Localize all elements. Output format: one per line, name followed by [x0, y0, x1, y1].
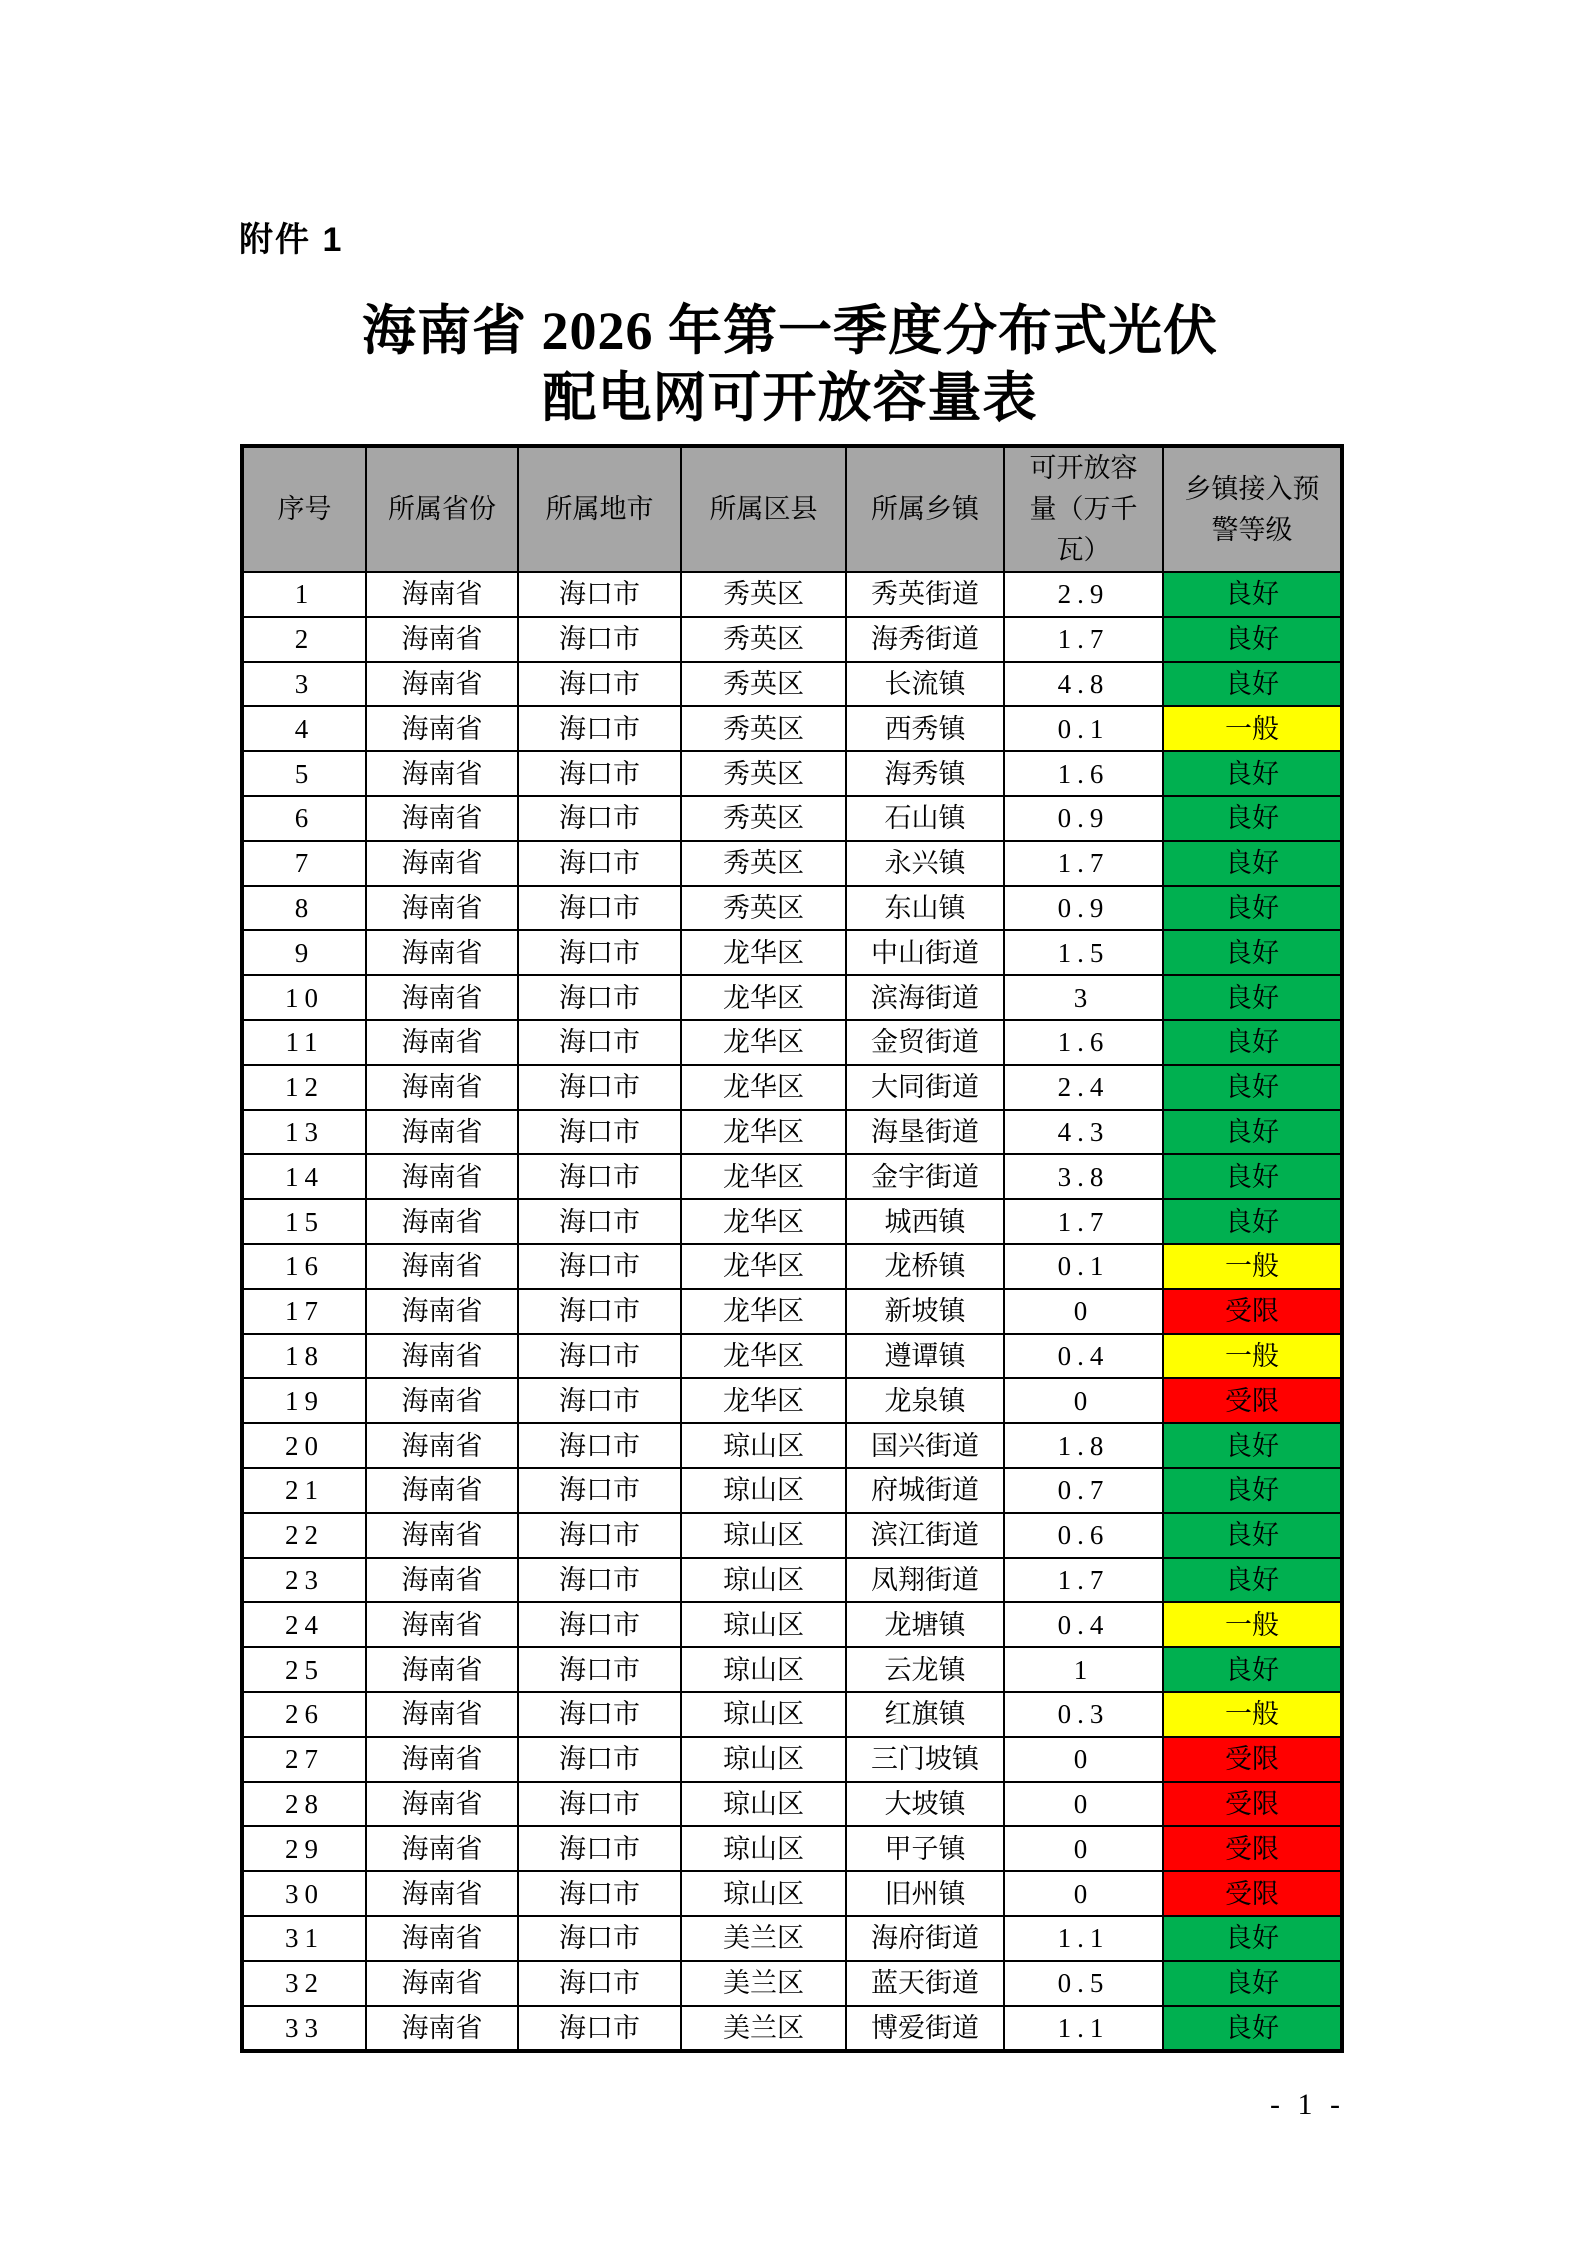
cell-seq: 16: [242, 1244, 366, 1289]
cell-district: 秀英区: [681, 572, 846, 617]
cell-seq: 18: [242, 1334, 366, 1379]
cell-city: 海口市: [518, 1244, 681, 1289]
cell-township: 金贸街道: [846, 1020, 1004, 1065]
table-row: [242, 1110, 1342, 1155]
cell-district: 琼山区: [681, 1871, 846, 1916]
cell-status: 良好: [1163, 1513, 1342, 1558]
cell-capacity: 1.6: [1004, 1020, 1163, 1065]
cell-province: 海南省: [366, 930, 518, 975]
cell-province: 海南省: [366, 1782, 518, 1827]
cell-capacity: 0: [1004, 1871, 1163, 1916]
cell-township: 旧州镇: [846, 1871, 1004, 1916]
cell-status: 良好: [1163, 841, 1342, 886]
cell-district: 秀英区: [681, 886, 846, 931]
cell-capacity: 1.1: [1004, 1916, 1163, 1961]
cell-seq: 19: [242, 1378, 366, 1423]
cell-capacity: 0.4: [1004, 1334, 1163, 1379]
cell-province: 海南省: [366, 1647, 518, 1692]
capacity-table: [240, 444, 1344, 2053]
cell-seq: 28: [242, 1782, 366, 1827]
cell-city: 海口市: [518, 1602, 681, 1647]
cell-capacity: 1.1: [1004, 2006, 1163, 2052]
cell-township: 凤翔街道: [846, 1558, 1004, 1603]
cell-city: 海口市: [518, 1423, 681, 1468]
cell-capacity: 0.1: [1004, 1244, 1163, 1289]
cell-district: 龙华区: [681, 1065, 846, 1110]
cell-seq: 13: [242, 1110, 366, 1155]
table-row: [242, 1513, 1342, 1558]
cell-district: 秀英区: [681, 751, 846, 796]
cell-city: 海口市: [518, 1826, 681, 1871]
table-header-row: [242, 446, 1342, 572]
table-row: [242, 1423, 1342, 1468]
cell-district: 龙华区: [681, 1289, 846, 1334]
cell-city: 海口市: [518, 886, 681, 931]
cell-seq: 2: [242, 617, 366, 662]
cell-status: 良好: [1163, 1154, 1342, 1199]
cell-district: 龙华区: [681, 1020, 846, 1065]
cell-status: 良好: [1163, 1647, 1342, 1692]
cell-province: 海南省: [366, 1961, 518, 2006]
cell-seq: 24: [242, 1602, 366, 1647]
cell-status: 一般: [1163, 1244, 1342, 1289]
table-row: [242, 1602, 1342, 1647]
cell-province: 海南省: [366, 1871, 518, 1916]
cell-district: 美兰区: [681, 1961, 846, 2006]
table-row: [242, 1647, 1342, 1692]
cell-province: 海南省: [366, 1826, 518, 1871]
cell-capacity: 0: [1004, 1826, 1163, 1871]
cell-capacity: 4.8: [1004, 662, 1163, 707]
cell-province: 海南省: [366, 1692, 518, 1737]
cell-township: 府城街道: [846, 1468, 1004, 1513]
cell-seq: 23: [242, 1558, 366, 1603]
cell-status: 良好: [1163, 796, 1342, 841]
cell-status: 良好: [1163, 572, 1342, 617]
cell-city: 海口市: [518, 1692, 681, 1737]
table-body: [242, 572, 1342, 2051]
cell-status: 良好: [1163, 1020, 1342, 1065]
cell-seq: 10: [242, 975, 366, 1020]
cell-capacity: 0.6: [1004, 1513, 1163, 1558]
header-province: 所属省份: [366, 446, 518, 572]
cell-province: 海南省: [366, 617, 518, 662]
cell-capacity: 0.7: [1004, 1468, 1163, 1513]
cell-capacity: 0.9: [1004, 886, 1163, 931]
table-row: [242, 1378, 1342, 1423]
cell-township: 秀英街道: [846, 572, 1004, 617]
cell-district: 龙华区: [681, 975, 846, 1020]
cell-capacity: 0: [1004, 1782, 1163, 1827]
cell-seq: 12: [242, 1065, 366, 1110]
cell-status: 一般: [1163, 1602, 1342, 1647]
cell-district: 秀英区: [681, 796, 846, 841]
cell-capacity: 1.8: [1004, 1423, 1163, 1468]
cell-township: 西秀镇: [846, 706, 1004, 751]
cell-capacity: 1.7: [1004, 617, 1163, 662]
header-warning-level: 乡镇接入预警等级: [1163, 446, 1342, 572]
cell-city: 海口市: [518, 662, 681, 707]
cell-district: 琼山区: [681, 1737, 846, 1782]
cell-township: 云龙镇: [846, 1647, 1004, 1692]
cell-capacity: 0: [1004, 1378, 1163, 1423]
attachment-label: 附件 1: [239, 221, 344, 259]
cell-capacity: 0: [1004, 1289, 1163, 1334]
cell-seq: 20: [242, 1423, 366, 1468]
table-row: [242, 1468, 1342, 1513]
cell-capacity: 1.7: [1004, 1199, 1163, 1244]
cell-city: 海口市: [518, 751, 681, 796]
cell-province: 海南省: [366, 572, 518, 617]
cell-province: 海南省: [366, 886, 518, 931]
table-row: [242, 1289, 1342, 1334]
cell-city: 海口市: [518, 796, 681, 841]
table-row: [242, 1871, 1342, 1916]
title-line-2: 配电网可开放容量表: [542, 368, 1038, 428]
cell-township: 大坡镇: [846, 1782, 1004, 1827]
cell-status: 良好: [1163, 1468, 1342, 1513]
cell-township: 中山街道: [846, 930, 1004, 975]
cell-seq: 8: [242, 886, 366, 931]
cell-province: 海南省: [366, 1916, 518, 1961]
cell-township: 国兴街道: [846, 1423, 1004, 1468]
cell-township: 海秀街道: [846, 617, 1004, 662]
header-seq: 序号: [242, 446, 366, 572]
cell-city: 海口市: [518, 617, 681, 662]
cell-city: 海口市: [518, 1737, 681, 1782]
cell-city: 海口市: [518, 1782, 681, 1827]
cell-seq: 17: [242, 1289, 366, 1334]
cell-province: 海南省: [366, 1737, 518, 1782]
table-row: [242, 1334, 1342, 1379]
cell-seq: 27: [242, 1737, 366, 1782]
table-row: [242, 841, 1342, 886]
cell-capacity: 0: [1004, 1737, 1163, 1782]
cell-province: 海南省: [366, 1423, 518, 1468]
cell-status: 良好: [1163, 751, 1342, 796]
cell-township: 海垦街道: [846, 1110, 1004, 1155]
cell-township: 永兴镇: [846, 841, 1004, 886]
cell-status: 受限: [1163, 1737, 1342, 1782]
table-row: [242, 1065, 1342, 1110]
table-row: [242, 975, 1342, 1020]
table-row: [242, 1199, 1342, 1244]
cell-city: 海口市: [518, 1154, 681, 1199]
cell-province: 海南省: [366, 1558, 518, 1603]
cell-seq: 25: [242, 1647, 366, 1692]
cell-status: 良好: [1163, 886, 1342, 931]
cell-capacity: 1.7: [1004, 1558, 1163, 1603]
cell-district: 琼山区: [681, 1692, 846, 1737]
cell-province: 海南省: [366, 1513, 518, 1558]
cell-status: 良好: [1163, 930, 1342, 975]
cell-township: 海秀镇: [846, 751, 1004, 796]
cell-township: 红旗镇: [846, 1692, 1004, 1737]
cell-district: 秀英区: [681, 841, 846, 886]
cell-status: 一般: [1163, 706, 1342, 751]
cell-province: 海南省: [366, 1602, 518, 1647]
cell-city: 海口市: [518, 975, 681, 1020]
cell-province: 海南省: [366, 1468, 518, 1513]
cell-township: 三门坡镇: [846, 1737, 1004, 1782]
cell-township: 龙泉镇: [846, 1378, 1004, 1423]
cell-city: 海口市: [518, 930, 681, 975]
cell-province: 海南省: [366, 975, 518, 1020]
cell-status: 良好: [1163, 617, 1342, 662]
cell-seq: 32: [242, 1961, 366, 2006]
table-row: [242, 617, 1342, 662]
table-row: [242, 1020, 1342, 1065]
cell-capacity: 3.8: [1004, 1154, 1163, 1199]
cell-township: 龙桥镇: [846, 1244, 1004, 1289]
cell-seq: 15: [242, 1199, 366, 1244]
cell-status: 受限: [1163, 1871, 1342, 1916]
table-row: [242, 1737, 1342, 1782]
cell-city: 海口市: [518, 841, 681, 886]
cell-capacity: 0.9: [1004, 796, 1163, 841]
cell-township: 新坡镇: [846, 1289, 1004, 1334]
cell-district: 龙华区: [681, 1244, 846, 1289]
cell-status: 良好: [1163, 662, 1342, 707]
cell-seq: 9: [242, 930, 366, 975]
cell-capacity: 1.5: [1004, 930, 1163, 975]
cell-township: 长流镇: [846, 662, 1004, 707]
cell-status: 良好: [1163, 1961, 1342, 2006]
cell-capacity: 0.4: [1004, 1602, 1163, 1647]
table-row: [242, 1244, 1342, 1289]
table-row: [242, 1782, 1342, 1827]
cell-status: 良好: [1163, 1423, 1342, 1468]
cell-city: 海口市: [518, 1110, 681, 1155]
cell-capacity: 4.3: [1004, 1110, 1163, 1155]
cell-district: 龙华区: [681, 1199, 846, 1244]
cell-township: 金宇街道: [846, 1154, 1004, 1199]
cell-status: 良好: [1163, 1110, 1342, 1155]
cell-seq: 3: [242, 662, 366, 707]
cell-township: 甲子镇: [846, 1826, 1004, 1871]
cell-seq: 5: [242, 751, 366, 796]
cell-province: 海南省: [366, 796, 518, 841]
cell-status: 良好: [1163, 1558, 1342, 1603]
cell-city: 海口市: [518, 1289, 681, 1334]
table-row: [242, 930, 1342, 975]
cell-city: 海口市: [518, 1513, 681, 1558]
cell-seq: 29: [242, 1826, 366, 1871]
cell-district: 琼山区: [681, 1558, 846, 1603]
cell-township: 大同街道: [846, 1065, 1004, 1110]
cell-district: 秀英区: [681, 706, 846, 751]
header-capacity: 可开放容量（万千瓦）: [1004, 446, 1163, 572]
cell-seq: 11: [242, 1020, 366, 1065]
cell-province: 海南省: [366, 1020, 518, 1065]
cell-province: 海南省: [366, 1154, 518, 1199]
cell-province: 海南省: [366, 706, 518, 751]
cell-city: 海口市: [518, 1961, 681, 2006]
cell-township: 遵谭镇: [846, 1334, 1004, 1379]
cell-district: 龙华区: [681, 930, 846, 975]
cell-township: 海府街道: [846, 1916, 1004, 1961]
cell-seq: 30: [242, 1871, 366, 1916]
page-number: - 1 -: [1270, 2088, 1345, 2121]
cell-province: 海南省: [366, 1378, 518, 1423]
cell-city: 海口市: [518, 2006, 681, 2052]
cell-city: 海口市: [518, 706, 681, 751]
table-row: [242, 2006, 1342, 2052]
cell-city: 海口市: [518, 1647, 681, 1692]
cell-capacity: 3: [1004, 975, 1163, 1020]
cell-city: 海口市: [518, 1468, 681, 1513]
table-row: [242, 886, 1342, 931]
cell-township: 滨海街道: [846, 975, 1004, 1020]
table-row: [242, 1558, 1342, 1603]
cell-seq: 4: [242, 706, 366, 751]
cell-district: 美兰区: [681, 1916, 846, 1961]
cell-seq: 6: [242, 796, 366, 841]
table-row: [242, 1961, 1342, 2006]
cell-capacity: 0.5: [1004, 1961, 1163, 2006]
table-row: [242, 1154, 1342, 1199]
header-township: 所属乡镇: [846, 446, 1004, 572]
cell-district: 美兰区: [681, 2006, 846, 2052]
cell-city: 海口市: [518, 1334, 681, 1379]
cell-province: 海南省: [366, 2006, 518, 2052]
cell-district: 琼山区: [681, 1647, 846, 1692]
cell-city: 海口市: [518, 1378, 681, 1423]
header-district: 所属区县: [681, 446, 846, 572]
cell-district: 龙华区: [681, 1154, 846, 1199]
cell-district: 龙华区: [681, 1378, 846, 1423]
table-row: [242, 1692, 1342, 1737]
cell-township: 城西镇: [846, 1199, 1004, 1244]
cell-status: 受限: [1163, 1289, 1342, 1334]
cell-capacity: 0.1: [1004, 706, 1163, 751]
cell-province: 海南省: [366, 1244, 518, 1289]
cell-seq: 14: [242, 1154, 366, 1199]
cell-city: 海口市: [518, 572, 681, 617]
cell-status: 受限: [1163, 1378, 1342, 1423]
cell-status: 受限: [1163, 1782, 1342, 1827]
cell-district: 琼山区: [681, 1423, 846, 1468]
title-line-1: 海南省 2026 年第一季度分布式光伏: [362, 301, 1218, 361]
cell-township: 东山镇: [846, 886, 1004, 931]
cell-township: 龙塘镇: [846, 1602, 1004, 1647]
cell-township: 蓝天街道: [846, 1961, 1004, 2006]
header-city: 所属地市: [518, 446, 681, 572]
cell-status: 良好: [1163, 1065, 1342, 1110]
cell-district: 琼山区: [681, 1826, 846, 1871]
cell-capacity: 0.3: [1004, 1692, 1163, 1737]
cell-township: 石山镇: [846, 796, 1004, 841]
cell-township: 滨江街道: [846, 1513, 1004, 1558]
cell-province: 海南省: [366, 751, 518, 796]
cell-status: 一般: [1163, 1334, 1342, 1379]
cell-seq: 26: [242, 1692, 366, 1737]
cell-capacity: 1.6: [1004, 751, 1163, 796]
table-row: [242, 796, 1342, 841]
cell-province: 海南省: [366, 1065, 518, 1110]
cell-province: 海南省: [366, 1199, 518, 1244]
cell-status: 一般: [1163, 1692, 1342, 1737]
cell-city: 海口市: [518, 1020, 681, 1065]
cell-district: 琼山区: [681, 1782, 846, 1827]
cell-status: 良好: [1163, 1199, 1342, 1244]
cell-capacity: 2.4: [1004, 1065, 1163, 1110]
cell-status: 良好: [1163, 2006, 1342, 2052]
cell-district: 秀英区: [681, 617, 846, 662]
cell-city: 海口市: [518, 1199, 681, 1244]
cell-district: 琼山区: [681, 1513, 846, 1558]
cell-city: 海口市: [518, 1558, 681, 1603]
cell-seq: 1: [242, 572, 366, 617]
cell-city: 海口市: [518, 1916, 681, 1961]
document-title: [240, 298, 1340, 432]
cell-district: 龙华区: [681, 1334, 846, 1379]
cell-seq: 21: [242, 1468, 366, 1513]
table-row: [242, 1826, 1342, 1871]
cell-status: 良好: [1163, 1916, 1342, 1961]
cell-district: 龙华区: [681, 1110, 846, 1155]
cell-capacity: 1.7: [1004, 841, 1163, 886]
cell-district: 秀英区: [681, 662, 846, 707]
cell-seq: 7: [242, 841, 366, 886]
cell-district: 琼山区: [681, 1602, 846, 1647]
table-row: [242, 1916, 1342, 1961]
table-row: [242, 662, 1342, 707]
cell-district: 琼山区: [681, 1468, 846, 1513]
table-row: [242, 572, 1342, 617]
cell-province: 海南省: [366, 1110, 518, 1155]
cell-seq: 22: [242, 1513, 366, 1558]
cell-city: 海口市: [518, 1871, 681, 1916]
cell-seq: 31: [242, 1916, 366, 1961]
cell-province: 海南省: [366, 1334, 518, 1379]
cell-province: 海南省: [366, 1289, 518, 1334]
table-row: [242, 751, 1342, 796]
table-row: [242, 706, 1342, 751]
cell-province: 海南省: [366, 841, 518, 886]
cell-capacity: 2.9: [1004, 572, 1163, 617]
cell-status: 受限: [1163, 1826, 1342, 1871]
cell-capacity: 1: [1004, 1647, 1163, 1692]
cell-seq: 33: [242, 2006, 366, 2052]
cell-city: 海口市: [518, 1065, 681, 1110]
cell-status: 良好: [1163, 975, 1342, 1020]
cell-province: 海南省: [366, 662, 518, 707]
cell-township: 博爱街道: [846, 2006, 1004, 2052]
